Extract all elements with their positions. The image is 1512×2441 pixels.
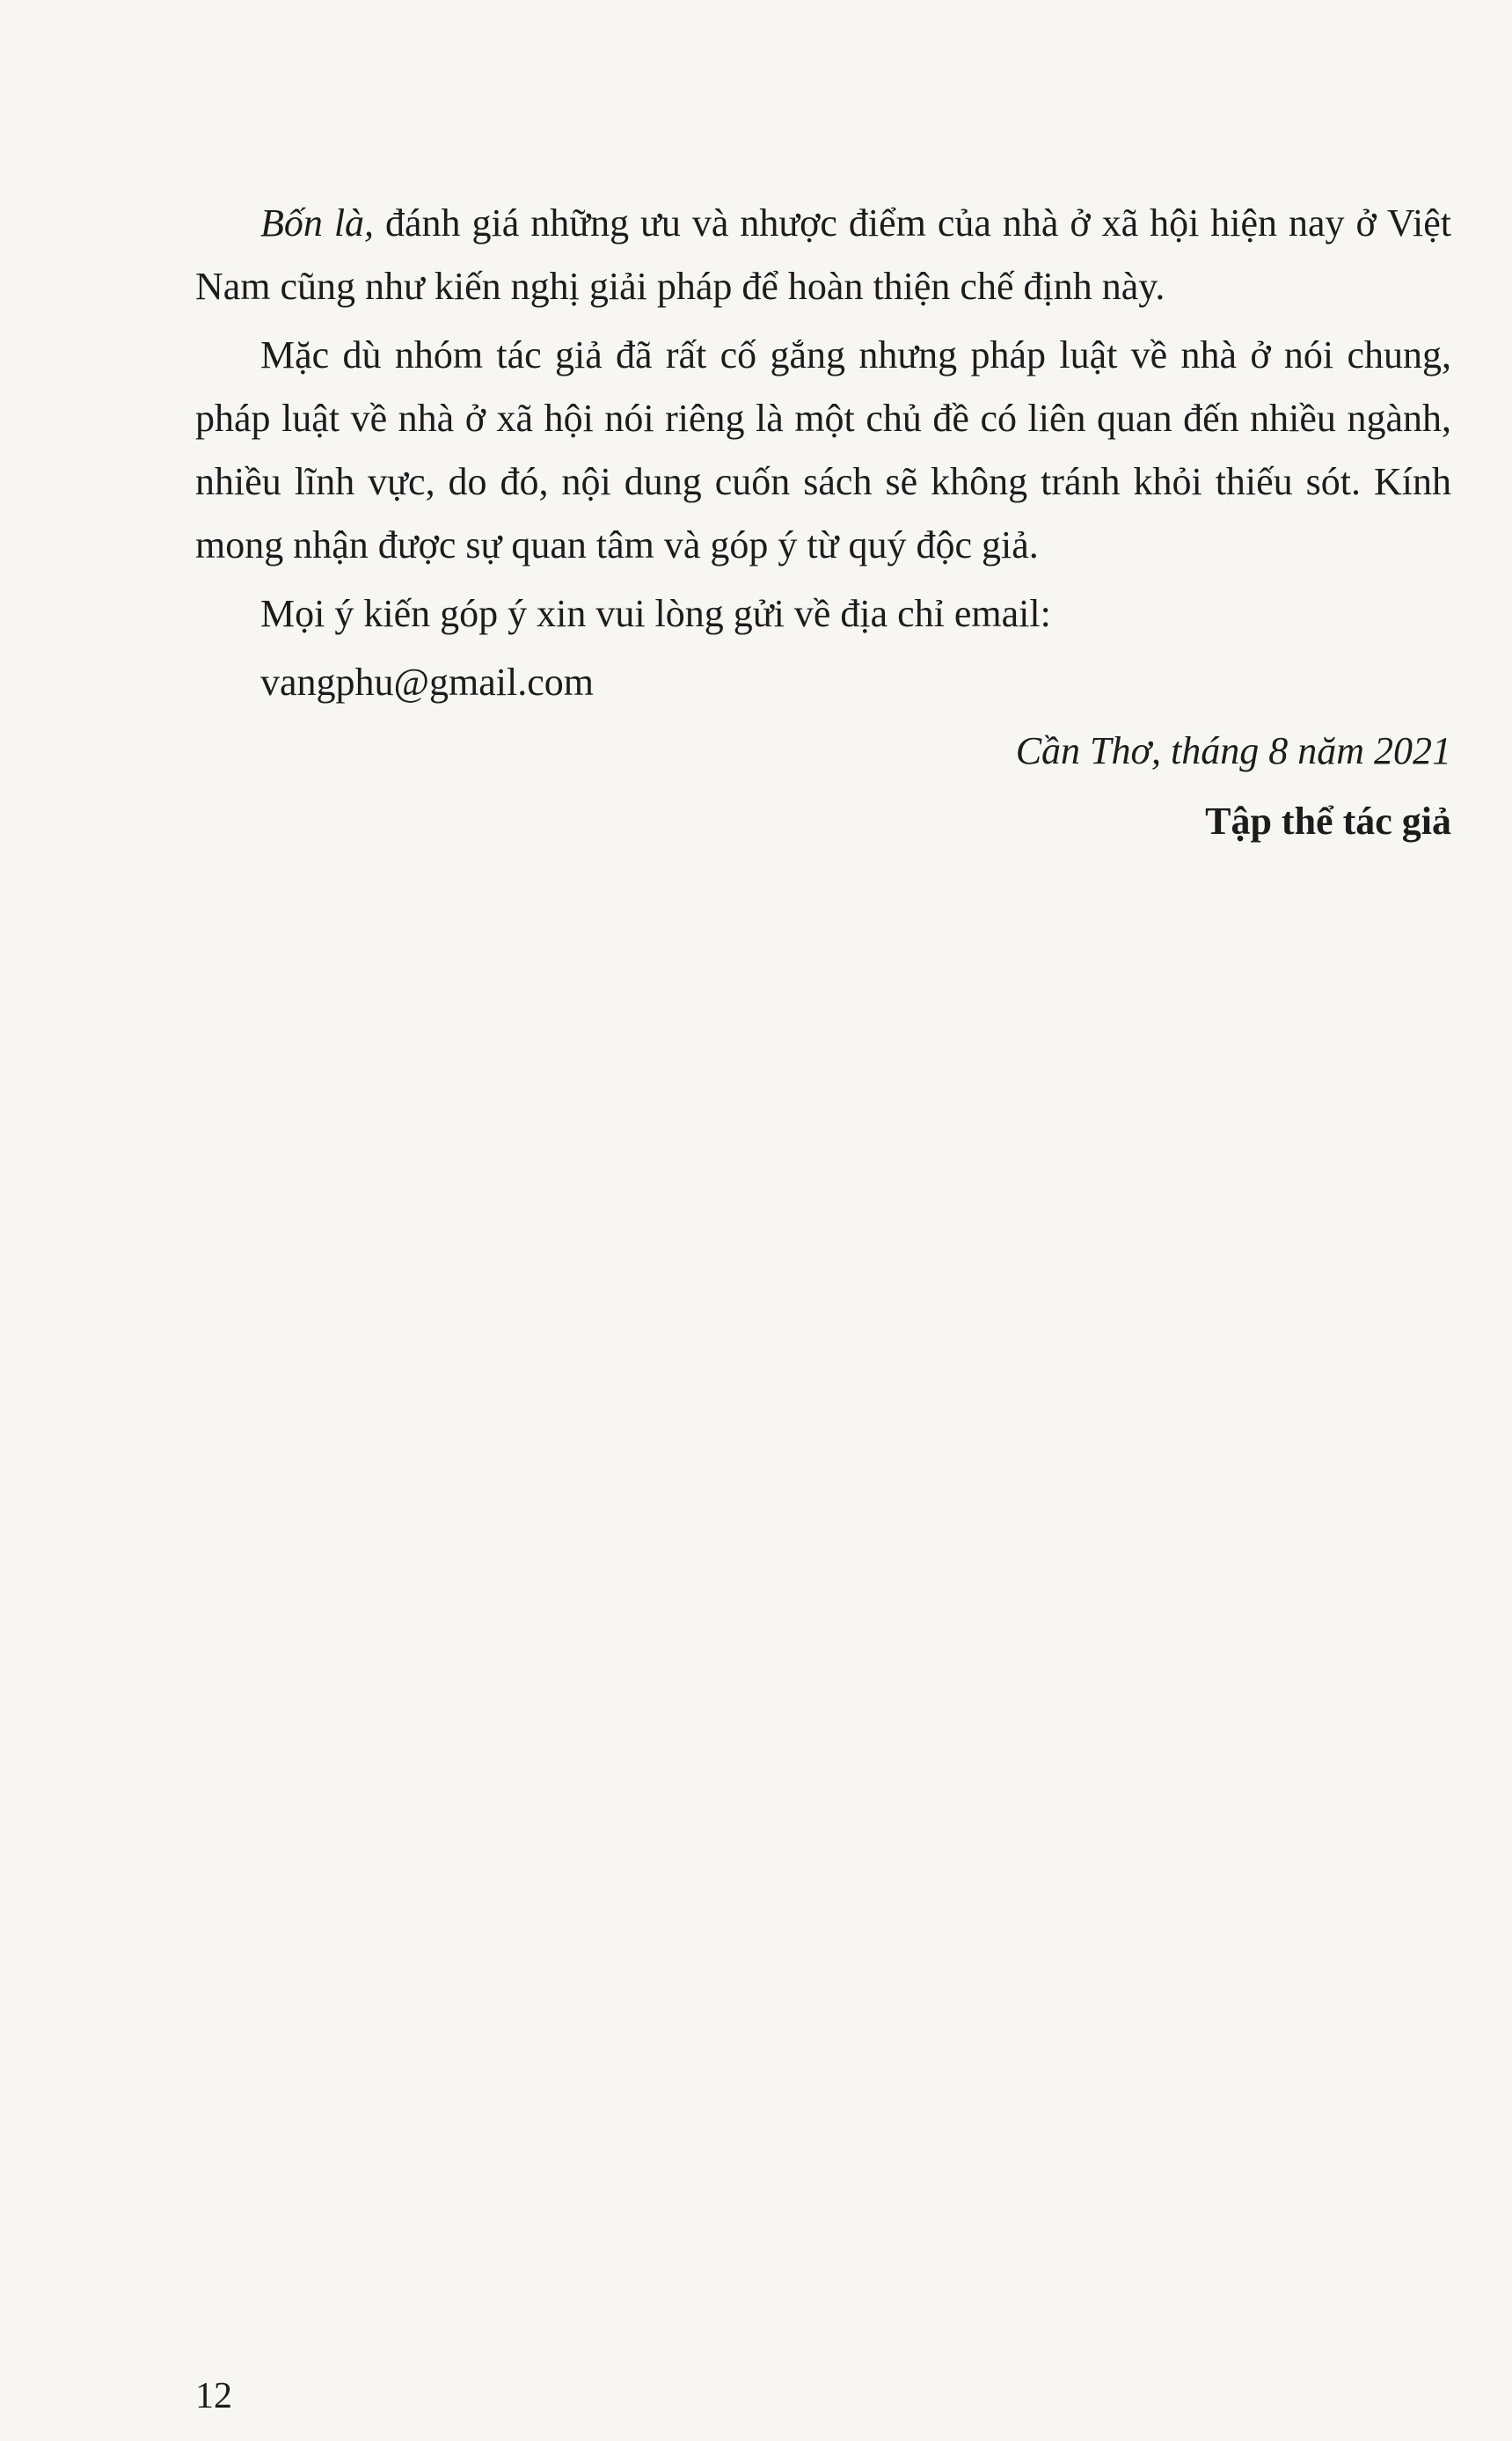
signature-place-date: Cần Thơ, tháng 8 năm 2021 <box>1015 729 1451 772</box>
page-number: 12 <box>195 2376 232 2416</box>
paragraph-acknowledgement: Mặc dù nhóm tác giả đã rất cố gắng nhưng pháp luật về nhà ở nói chung, pháp luật về nhà ở xã hội nói riêng là một chủ đề có liên quan đến nhiều ngành, nhiều lĩnh vực, do đó, nội dung cuốn sách sẽ không tránh khỏi thiếu sót. Kính mong nhận được sự quan tâm và góp ý từ quý độc giả. <box>195 333 1451 566</box>
paragraph-fourth-point <box>195 192 1451 318</box>
contact-email: vangphu@gmail.com <box>260 661 595 704</box>
body-text <box>195 192 1451 853</box>
paragraph-text: đánh giá những ưu và nhược điểm của nhà ở xã hội hiện nay ở Việt Nam cũng như kiến nghị giải pháp để hoàn thiện chế định này. <box>195 201 1451 308</box>
paragraph-contact: Mọi ý kiến góp ý xin vui lòng gửi về địa chỉ email: <box>260 592 1051 635</box>
signature-author: Tập thể tác giả <box>1205 800 1451 843</box>
paragraph-lead: Bốn là, <box>260 201 375 245</box>
